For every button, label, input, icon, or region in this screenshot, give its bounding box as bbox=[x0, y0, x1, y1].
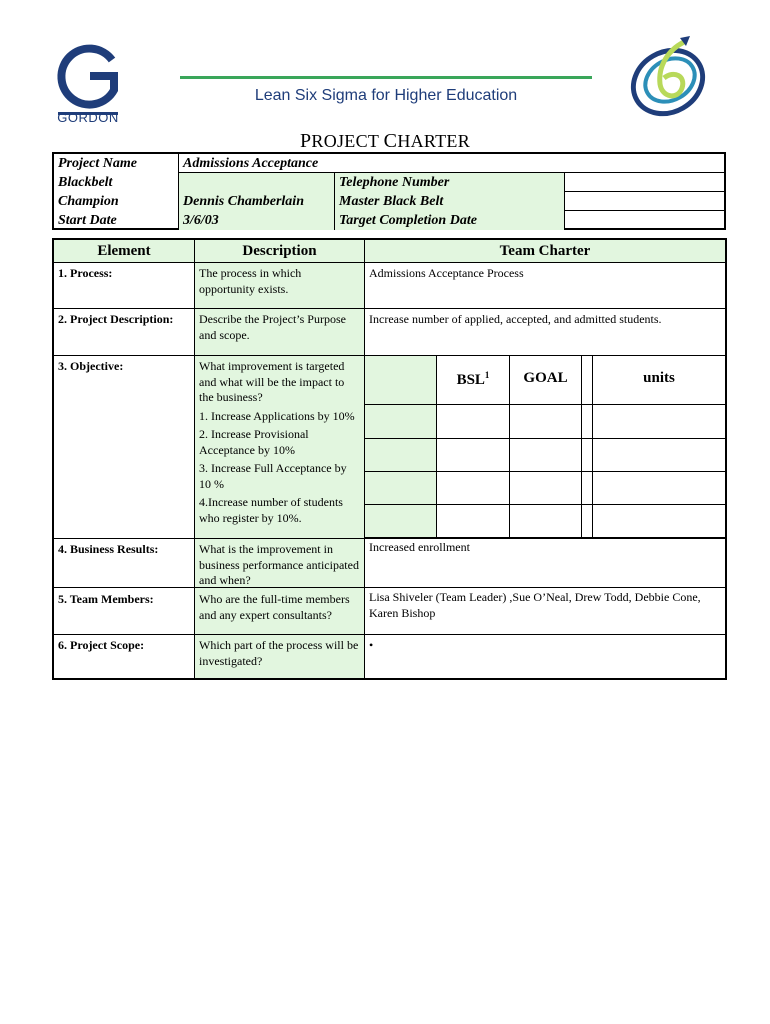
metric-row-1-units[interactable] bbox=[593, 405, 725, 439]
row-label-project-description: 2. Project Description: bbox=[58, 312, 174, 326]
start-date-value[interactable]: 3/6/03 bbox=[179, 211, 334, 230]
target-completion-value[interactable] bbox=[565, 211, 724, 230]
row-label-team-members: 5. Team Members: bbox=[58, 592, 154, 606]
project-name-label: Project Name bbox=[58, 156, 137, 171]
blackbelt-label: Blackbelt bbox=[58, 175, 113, 190]
row-label-objective: 3. Objective: bbox=[58, 359, 124, 373]
metric-row-1-name[interactable] bbox=[365, 405, 437, 439]
divider bbox=[54, 634, 725, 635]
objective-question: What improvement is targeted and what will be the impact to the business? bbox=[199, 359, 345, 404]
spacer-cell bbox=[582, 439, 593, 472]
row-label-business-results: 4. Business Results: bbox=[58, 542, 159, 556]
metric-name-header bbox=[365, 356, 437, 405]
spacer-cell bbox=[582, 472, 593, 505]
column-header-element: Element bbox=[97, 243, 151, 259]
blackbelt-value[interactable] bbox=[179, 173, 334, 192]
row-value-process[interactable]: Admissions Acceptance Process bbox=[369, 266, 524, 280]
metric-row-2-units[interactable] bbox=[593, 439, 725, 472]
column-header-team-charter: Team Charter bbox=[499, 243, 591, 259]
master-black-belt-label: Master Black Belt bbox=[335, 192, 564, 211]
row-description-project-description: Describe the Project’s Purpose and scope. bbox=[199, 312, 346, 342]
row-description-objective bbox=[195, 357, 364, 528]
divider bbox=[54, 262, 725, 263]
metric-row-3-units[interactable] bbox=[593, 472, 725, 505]
start-date-label: Start Date bbox=[58, 213, 117, 228]
row-description-project-scope: Which part of the process will be investigated? bbox=[199, 638, 359, 668]
metric-row-1-goal[interactable] bbox=[510, 405, 582, 439]
page-subtitle: Lean Six Sigma for Higher Education bbox=[254, 87, 518, 104]
spacer-cell bbox=[582, 356, 593, 405]
telephone-label: Telephone Number bbox=[335, 173, 564, 192]
goal-header: GOAL bbox=[510, 356, 582, 405]
metric-row-3-goal[interactable] bbox=[510, 472, 582, 505]
page-title: PROJECT CHARTER bbox=[299, 130, 471, 152]
row-value-team-members[interactable]: Lisa Shiveler (Team Leader) ,Sue O’Neal, Drew Todd, Debbie Cone, Karen Bishop bbox=[369, 590, 701, 620]
divider bbox=[54, 308, 725, 309]
metric-row-3-name[interactable] bbox=[365, 472, 437, 505]
org-name: GORDON bbox=[57, 110, 119, 125]
metric-row-4-units[interactable] bbox=[593, 505, 725, 538]
row-value-project-scope[interactable]: • bbox=[369, 638, 374, 652]
charter-table bbox=[52, 238, 727, 680]
metric-row-4-bsl[interactable] bbox=[437, 505, 510, 538]
row-label-project-scope: 6. Project Scope: bbox=[58, 638, 145, 652]
row-description-process: The process in which opportunity exists. bbox=[199, 266, 302, 296]
metric-row-2-name[interactable] bbox=[365, 439, 437, 472]
project-info-table bbox=[52, 152, 726, 230]
row-value-business-results[interactable]: Increased enrollment bbox=[369, 540, 470, 554]
objective-item: 2. Increase Provisional Acceptance by 10% bbox=[199, 427, 309, 457]
metric-row-2-goal[interactable] bbox=[510, 439, 582, 472]
metric-row-4-goal[interactable] bbox=[510, 505, 582, 538]
target-completion-label: Target Completion Date bbox=[335, 211, 564, 230]
spacer-cell bbox=[582, 505, 593, 538]
row-description-business-results: What is the improvement in business performance anticipated and when? bbox=[199, 542, 359, 587]
row-label-process: 1. Process: bbox=[58, 266, 113, 280]
row-value-project-description[interactable]: Increase number of applied, accepted, and admitted students. bbox=[369, 312, 662, 326]
champion-value[interactable]: Dennis Chamberlain bbox=[179, 192, 334, 211]
metric-row-1-bsl[interactable] bbox=[437, 405, 510, 439]
project-name-value[interactable]: Admissions Acceptance bbox=[183, 156, 319, 171]
metric-row-4-name[interactable] bbox=[365, 505, 437, 538]
column-header-description: Description bbox=[242, 243, 317, 259]
header-rule bbox=[180, 76, 592, 79]
champion-label: Champion bbox=[58, 194, 119, 209]
master-black-belt-value[interactable] bbox=[565, 192, 724, 211]
objective-item: 1. Increase Applications by 10% bbox=[199, 408, 355, 423]
objective-item: 4.Increase number of students who register by 10%. bbox=[199, 495, 343, 525]
units-header: units bbox=[593, 356, 725, 405]
metric-row-2-bsl[interactable] bbox=[437, 439, 510, 472]
row-description-team-members: Who are the full-time members and any expert consultants? bbox=[199, 592, 350, 622]
spacer-cell bbox=[582, 405, 593, 439]
bsl-header: BSL$^1$ bbox=[437, 356, 510, 405]
telephone-value[interactable] bbox=[565, 173, 724, 192]
six-sigma-logo-icon bbox=[628, 32, 710, 118]
metric-row-3-bsl[interactable] bbox=[437, 472, 510, 505]
objective-item: 3. Increase Full Acceptance by 10 % bbox=[199, 461, 347, 491]
